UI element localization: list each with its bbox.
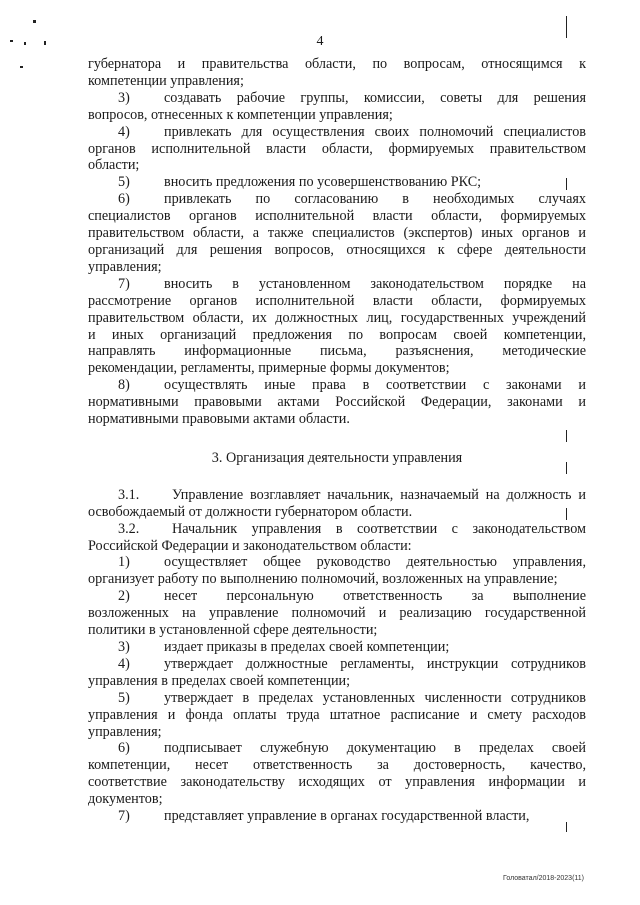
item-text: издает приказы в пределах своей компетенции; (164, 639, 450, 655)
duty-item (88, 588, 586, 639)
item-text: привлекать для осуществления своих полномочий специалистов (164, 123, 586, 140)
text-line: документов; (88, 791, 163, 808)
text-line (88, 191, 586, 208)
item-text: создавать рабочие группы, комиссии, советы для решения (164, 89, 586, 106)
item-text: осуществляет общее руководство деятельностью управления, (164, 554, 586, 571)
text-line: компетенции управления; (88, 72, 244, 89)
clause (88, 521, 586, 555)
text-line: компетенции, несет ответственность за достоверность, качество, (88, 757, 586, 774)
scan-dot (33, 20, 36, 23)
text-line: нормативными правовыми актами Российской Федерации, законами и (88, 394, 586, 411)
text-line (88, 808, 586, 825)
item-text: привлекать по согласованию в необходимых случаях (164, 191, 586, 208)
item-number: 4) (118, 123, 130, 140)
duty-item (88, 639, 586, 656)
text-line: управления в пределах своей компетенции; (88, 672, 351, 689)
item-text: вносить в установленном законодательством порядке на (164, 275, 586, 292)
item-number: 8) (118, 377, 130, 394)
item-number: 1) (118, 554, 130, 571)
duty-item (88, 656, 586, 690)
text-line: управления; (88, 723, 162, 740)
item-number: 7) (118, 808, 130, 825)
rights-item (88, 276, 586, 377)
text-line: возложенных на управление полномочий и реализацию государственной (88, 605, 586, 622)
item-number: 3.2. (118, 520, 140, 537)
text-line (88, 740, 586, 757)
clause (88, 487, 586, 521)
item-number: 4) (118, 655, 130, 672)
text-line: вопросов, отнесенных к компетенции управления; (88, 106, 393, 123)
rights-item (88, 377, 586, 428)
item-number: 3) (118, 89, 130, 106)
duty-item (88, 690, 586, 741)
item-number: 6) (118, 740, 130, 757)
text-line: губернатора и правительства области, по вопросам, относящимся к (88, 56, 586, 72)
item-number: 5) (118, 689, 130, 706)
text-line (88, 588, 586, 605)
footer-code: Головатал/2018-2023(11) (503, 875, 584, 882)
text-line (88, 639, 586, 656)
item-text: вносить предложения по усовершенствованию РКС; (164, 174, 482, 191)
text-line (88, 690, 586, 707)
text-line: организует работу по выполнению полномочий, возложенных на управление; (88, 571, 558, 588)
text-line: организаций для решения вопросов, относящихся к сфере деятельности (88, 241, 586, 258)
item-number: 2) (118, 588, 130, 605)
clauses-list (88, 487, 586, 555)
item-text: утверждает в пределах установленных численности сотрудников (164, 689, 586, 706)
text-line: области; (88, 157, 140, 174)
text-line (88, 377, 586, 394)
text-line (88, 656, 586, 673)
text-line (88, 554, 586, 571)
item-number: 7) (118, 275, 130, 292)
document-body (88, 56, 586, 825)
intro-paragraph (88, 56, 586, 90)
item-text: Управление возглавляет начальник, назначаемый на должность и (172, 486, 586, 503)
scan-dot (20, 66, 23, 68)
item-text: несет персональную ответственность за выполнение (164, 588, 586, 605)
rights-item (88, 124, 586, 175)
text-line: политики в установленной сфере деятельности; (88, 622, 378, 639)
item-number: 6) (118, 191, 130, 208)
duty-item (88, 740, 586, 808)
item-text: осуществлять иные права в соответствии с законами и (164, 377, 586, 394)
text-line: и иных организаций предложения по вопросам своей компетенции, (88, 326, 586, 343)
text-line: управления; (88, 258, 162, 275)
text-line: Российской Федерации и законодательством области: (88, 537, 412, 554)
text-line (88, 174, 586, 191)
rights-item (88, 191, 586, 276)
text-line (88, 90, 586, 107)
text-line: соответствие законодательству исходящих от управления информации и (88, 774, 586, 791)
text-line: специалистов органов исполнительной власти области, формируемых (88, 208, 586, 225)
text-line (88, 124, 586, 141)
text-line: нормативными правовыми актами области. (88, 411, 350, 428)
rights-item (88, 174, 586, 191)
section-heading: 3. Организация деятельности управления (211, 449, 463, 466)
rights-item (88, 90, 586, 124)
item-text: утверждает должностные регламенты, инструкции сотрудников (164, 655, 586, 672)
text-line: правительством области, их должностных лиц, государственных учреждений (88, 309, 586, 326)
item-text: Начальник управления в соответствии с законодательством (172, 520, 586, 537)
text-line: правительством области, а также специалистов (экспертов) иных органов и (88, 225, 586, 242)
item-text: подписывает служебную документацию в пределах своей (164, 740, 586, 757)
duties-list (88, 554, 586, 825)
item-number: 3) (118, 639, 130, 655)
text-line (88, 521, 586, 538)
text-line: направлять информационные письма, разъяснения, методические (88, 343, 586, 360)
text-line: органов исполнительной власти области, формируемых правительством (88, 140, 586, 157)
rights-list (88, 90, 586, 428)
page-number: 4 (316, 34, 324, 49)
duty-item (88, 808, 586, 825)
text-line: рекомендации, регламенты, примерные формы документов; (88, 360, 450, 377)
item-number: 5) (118, 174, 130, 191)
text-line (88, 487, 586, 504)
text-line: освобождаемый от должности губернатором области. (88, 503, 413, 520)
item-text: представляет управление в органах государственной власти, (164, 808, 530, 825)
text-line: рассмотрение органов исполнительной власти области, формируемых (88, 292, 586, 309)
text-line (88, 276, 586, 293)
item-number: 3.1. (118, 486, 140, 503)
text-line: управления и фонда оплаты труда штатное расписание и смету расходов (88, 706, 586, 723)
duty-item (88, 554, 586, 588)
